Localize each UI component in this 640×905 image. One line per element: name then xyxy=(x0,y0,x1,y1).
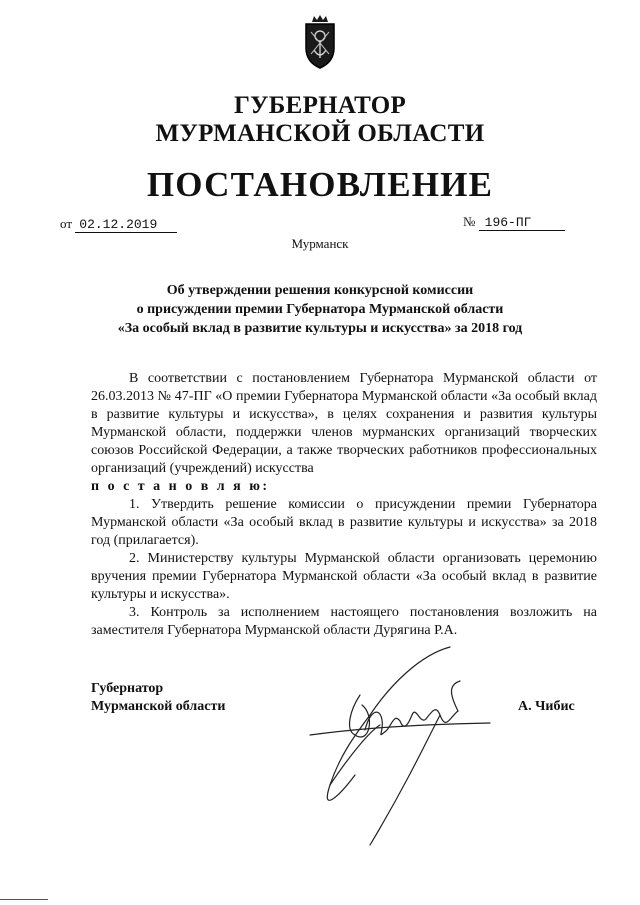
footer-rule xyxy=(0,899,48,900)
handwritten-signature xyxy=(300,635,520,865)
authority-line-2: МУРМАНСКОЙ ОБЛАСТИ xyxy=(155,120,485,147)
subject-line-2: о присуждении премии Губернатора Мурманской области xyxy=(136,302,504,317)
coat-of-arms-icon xyxy=(298,14,342,70)
resolve-word xyxy=(91,478,597,496)
signatory-title-line-1: Губернатор xyxy=(91,681,164,696)
signatory-title xyxy=(91,680,225,716)
date-value: 02.12.2019 xyxy=(75,217,177,233)
signatory-name: А. Чибис xyxy=(518,699,575,714)
number-prefix: № xyxy=(463,214,476,229)
preamble-paragraph: В соответствии с постановлением Губернатора Мурманской области от 26.03.2013 № 47-ПГ «О премии Губернатора Мурманской области «За особый вклад в развитие культуры и искусства», в целях сохранения и развития культуры Мурманской области, поддержки членов мурманских организаций творческих союзов Российской Федерации, а также творческих работников профессиональных организаций (учреждений) искусства xyxy=(91,371,597,476)
signatory-title-line-2: Мурманской области xyxy=(91,699,226,714)
item-1: 1. Утвердить решение комиссии о присуждении премии Губернатора Мурманской области «За особый вклад в развитие культуры и искусства» за 2018 год (прилагается). xyxy=(91,497,597,548)
document-subject xyxy=(80,281,560,338)
item-3: 3. Контроль за исполнением настоящего постановления возложить на заместителя Губернатора Мурманской области Дурягина Р.А. xyxy=(91,605,597,638)
authority-line-1: ГУБЕРНАТОР xyxy=(233,92,407,119)
resolve-text: п о с т а н о в л я ю: xyxy=(91,479,270,494)
document-type-title: ПОСТАНОВЛЕНИЕ xyxy=(146,165,494,204)
date-prefix: от xyxy=(60,216,73,231)
subject-line-3: «За особый вклад в развитие культуры и искусства» за 2018 год xyxy=(117,321,523,336)
document-number xyxy=(463,214,565,231)
number-value: 196-ПГ xyxy=(479,215,565,231)
city: Мурманск xyxy=(291,236,349,251)
item-2: 2. Министерству культуры Мурманской области организовать церемонию вручения премии Губернатора Мурманской области «За особый вклад в развитие культуры и искусства». xyxy=(91,551,597,602)
document-body xyxy=(91,370,597,640)
document-date xyxy=(60,216,177,233)
subject-line-1: Об утверждении решения конкурсной комиссии xyxy=(166,283,474,298)
